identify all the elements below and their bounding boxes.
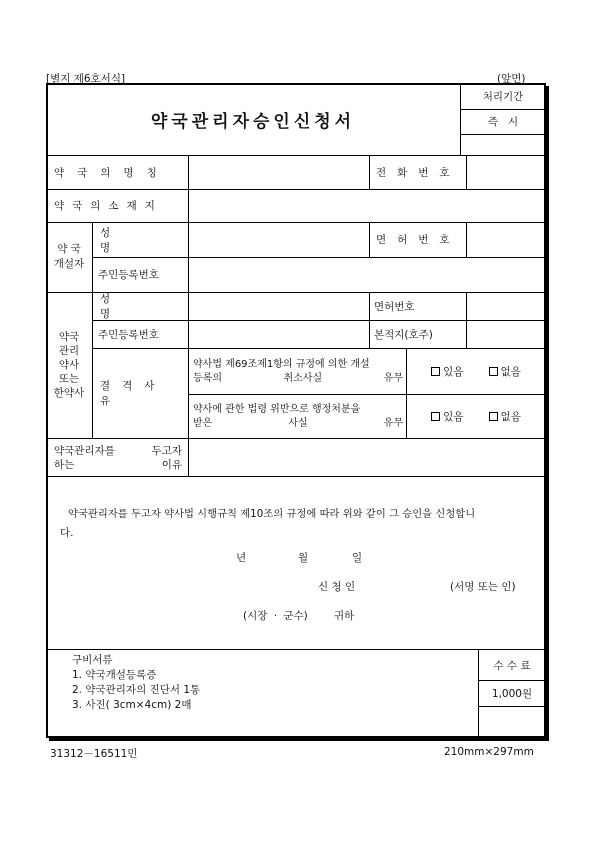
purpose-label: 약국관리자를 두고자 하는 이유 xyxy=(54,445,182,471)
application-statement: 약국관리자를 두고자 약사법 시행규칙 제10조의 규정에 따라 위와 같이 그 승인을 신청합니 다. xyxy=(60,508,476,539)
manager-license-label: 면허번호 xyxy=(374,300,415,313)
founder-resident-number-label: 주민등록번호 xyxy=(98,269,159,281)
reason-administrative-text: 약사에 관한 법령 위반으로 행정처분을 받은 사실 유무 xyxy=(193,403,403,429)
manager-license-field[interactable] xyxy=(466,292,546,320)
manager-resident-number-label: 주민등록번호 xyxy=(98,328,159,341)
pharmacy-address-field[interactable] xyxy=(188,189,546,222)
founder-name-field[interactable] xyxy=(188,222,369,257)
pharmacy-address-label: 약국의소재지 xyxy=(54,200,163,212)
recipient-suffix: 귀하 xyxy=(334,610,355,622)
founder-group-label: 약 국 개설자 xyxy=(53,243,85,270)
pharmacy-name-field[interactable] xyxy=(188,155,369,189)
paper-size: 210mm×297mm xyxy=(444,746,534,758)
reason-revocation-text: 약사법 제69조제1항의 규정에 의한 개설 등록의 취소사실 유무 xyxy=(193,359,403,384)
form-number: [별지 제6호서식] xyxy=(46,73,126,85)
processing-period-label: 처리기간 xyxy=(482,91,524,103)
phone-label: 전화번호 xyxy=(376,166,461,179)
reason-administrative-options xyxy=(406,394,546,438)
date-year: 년 xyxy=(236,552,247,564)
required-documents xyxy=(72,653,200,713)
founder-name-label: 성명 xyxy=(100,226,171,254)
revocation-no-checkbox[interactable]: 없음 xyxy=(489,364,521,379)
purpose-field[interactable] xyxy=(188,438,546,476)
form-code: 31312－16511민 xyxy=(50,748,138,760)
administrative-yes-checkbox[interactable]: 있음 xyxy=(431,409,463,424)
registered-domicile-field[interactable] xyxy=(466,320,546,348)
processing-period-value: 즉 시 xyxy=(487,116,519,128)
fee-value: 1,000원 xyxy=(491,688,533,700)
date-day: 일 xyxy=(352,552,363,564)
manager-resident-number-field[interactable] xyxy=(188,320,369,348)
founder-resident-number-field[interactable] xyxy=(188,257,546,292)
manager-group-label: 약국 관리 약사 또는 한약사 xyxy=(53,331,85,399)
license-number-label: 면허번호 xyxy=(376,234,461,246)
manager-name-label: 성명 xyxy=(100,293,171,320)
fee-label: 수 수 료 xyxy=(493,659,531,672)
administrative-no-checkbox[interactable]: 없음 xyxy=(489,409,521,424)
documents-heading: 구비서류 xyxy=(72,654,113,666)
document-item: 3. 사진( 3cm×4cm) 2매 xyxy=(72,699,192,711)
disqualification-label: 결격사유 xyxy=(100,380,167,407)
document-item: 1. 약국개설등록증 xyxy=(72,669,157,681)
recipient-label: (시장 · 군수) xyxy=(243,610,308,622)
manager-name-field[interactable] xyxy=(188,292,369,320)
page-side-label: (앞면) xyxy=(497,73,526,85)
license-number-field[interactable] xyxy=(466,222,546,257)
registered-domicile-label: 본적지(호주) xyxy=(374,328,433,341)
revocation-yes-checkbox[interactable]: 있음 xyxy=(431,364,463,379)
date-month: 월 xyxy=(298,552,309,564)
form-title: 약국관리자승인신청서 xyxy=(150,111,356,132)
applicant-label: 신 청 인 xyxy=(318,581,356,593)
pharmacy-name-label: 약국의명칭 xyxy=(54,166,170,179)
frame-shadow-right xyxy=(546,86,549,741)
frame-shadow-bottom xyxy=(49,738,549,741)
reason-revocation-options xyxy=(406,348,546,394)
document-item: 2. 약국관리자의 진단서 1통 xyxy=(72,684,201,696)
signature-label: (서명 또는 인) xyxy=(450,581,516,593)
phone-field[interactable] xyxy=(466,155,546,189)
